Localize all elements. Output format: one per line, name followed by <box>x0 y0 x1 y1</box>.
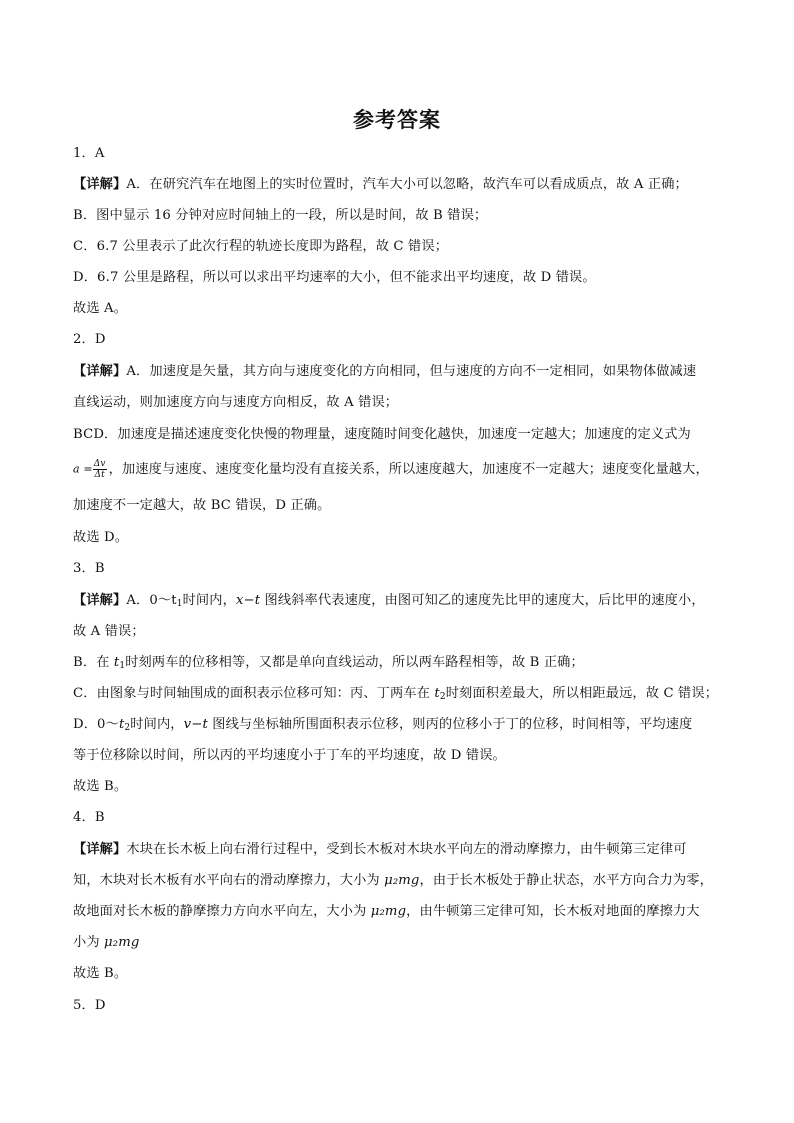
q4-text-2b: ，由于长木板处于静止状态，水平方向合力为零， <box>419 873 713 888</box>
q2-line-2: 直线运动，则加速度方向与速度方向相反，故 A 错误； <box>73 395 399 410</box>
q2-number: 2．D <box>73 332 106 347</box>
q4-line-2 <box>73 871 733 891</box>
q2-line-4 <box>73 459 733 480</box>
q3-sub-4: 2 <box>439 692 446 702</box>
q2-formula-fraction <box>93 459 107 480</box>
q1-detail-tag: 【详解】 <box>73 177 127 192</box>
q5-number: 5．D <box>73 998 106 1013</box>
q3-line-6: 等于位移除以时间，所以丙的平均速度小于丁车的平均速度，故 D 错误。 <box>73 748 506 763</box>
q3-sub-5: 2 <box>124 723 131 733</box>
q3-line-4 <box>73 684 733 704</box>
q2-formula-lhs: a = <box>73 462 93 476</box>
q3-text-4a: C．由图象与时间轴围成的面积表示位移可知：丙、丁两车在 <box>73 686 435 701</box>
q3-math-vt: v−t <box>183 717 208 732</box>
q4-number: 4．B <box>73 810 105 825</box>
q2-text-1: A．加速度是矢量，其方向与速度变化的方向相同，但与速度的方向不一定相同，如果物体做减速 <box>126 364 697 379</box>
q3-math-t1: t <box>113 655 120 670</box>
q4-line-1 <box>73 840 733 860</box>
q2-line-1 <box>73 362 733 382</box>
q2-line-3: BCD．加速度是描述速度变化快慢的物理量，速度随时间变化越快，加速度一定越大；加速度的定义式为 <box>73 427 691 442</box>
q2-formula-numerator: Δv <box>93 459 106 469</box>
q3-sub-1: 1 <box>176 599 183 609</box>
q3-math-t2b: t <box>118 717 125 732</box>
q3-line-1 <box>73 591 733 611</box>
q1-answer: 故选 A。 <box>73 301 128 316</box>
q1-text-1: A．在研究汽车在地图上的实时位置时，汽车大小可以忽略，故汽车可以看成质点，故 A 正确； <box>126 177 688 192</box>
q3-text-5c: 图线与坐标轴所围面积表示位移，则丙的位移小于丁的位移，时间相等，平均速度 <box>207 717 693 732</box>
q4-text-4a: 小为 <box>73 935 105 950</box>
q1-line-1 <box>73 175 733 195</box>
q3-line-5 <box>73 715 733 735</box>
q2-answer: 故选 D。 <box>73 530 129 545</box>
q2-line-5: 加速度不一定越大，故 BC 错误，D 正确。 <box>73 498 331 513</box>
page-title: 参考答案 <box>353 108 441 132</box>
q2-text-4: ，加速度与速度、速度变化量均没有直接关系，所以速度越大，加速度不一定越大；速度变化量越大， <box>108 462 709 477</box>
q4-math-friction-3: μ₂mg <box>104 935 140 950</box>
q1-line-2: B．图中显示 16 分钟对应时间轴上的一段，所以是时间，故 B 错误； <box>73 208 488 223</box>
q3-number: 3．B <box>73 561 105 576</box>
q3-line-2: 故 A 错误； <box>73 624 145 639</box>
q3-sub-3: 1 <box>119 661 126 671</box>
q4-text-3b: ，由牛顿第三定律可知，长木板对地面的摩擦力大 <box>406 904 700 919</box>
q3-answer: 故选 B。 <box>73 779 128 794</box>
q3-math-t2: t <box>434 686 440 701</box>
q3-detail-tag: 【详解】 <box>73 593 127 608</box>
q1-line-3: C．6.7 公里表示了此次行程的轨迹长度即为路程，故 C 错误； <box>73 239 449 254</box>
q3-text-5b: 时间内， <box>130 717 184 732</box>
q4-answer: 故选 B。 <box>73 966 128 981</box>
q3-text-3a: B．在 <box>73 655 114 670</box>
q3-line-3 <box>73 653 733 673</box>
q3-text-4b: 时刻面积差最大，所以相距最远，故 C 错误； <box>445 686 719 701</box>
q4-math-friction-1: μ₂mg <box>384 873 420 888</box>
q4-detail-tag: 【详解】 <box>73 842 127 857</box>
q4-text-1: 木块在长木板上向右滑行过程中，受到长木板对木块水平向左的滑动摩擦力，由牛顿第三定律可 <box>126 842 687 857</box>
q3-text-1a: A．0～t <box>126 593 177 608</box>
q4-line-4 <box>73 933 733 953</box>
q4-text-2a: 知，木块对长木板有水平向右的滑动摩擦力，大小为 <box>73 873 385 888</box>
q3-text-1b: 时间内， <box>182 593 236 608</box>
q2-formula-denominator: Δt <box>94 470 105 480</box>
q3-math-xt: x−t <box>235 593 261 608</box>
q4-line-3 <box>73 902 733 922</box>
q4-math-friction-2: μ₂mg <box>370 904 407 919</box>
q3-text-3b: 时刻两车的位移相等，又都是单向直线运动，所以两车路程相等，故 B 正确； <box>125 655 584 670</box>
q2-detail-tag: 【详解】 <box>73 364 127 379</box>
q1-line-4: D．6.7 公里是路程，所以可以求出平均速率的大小，但不能求出平均速度，故 D 错误。 <box>73 270 596 285</box>
q3-text-5a: D．0～ <box>73 717 119 732</box>
q1-number: 1．A <box>73 146 105 161</box>
q3-text-1c: 图线斜率代表速度，由图可知乙的速度先比甲的速度大，后比甲的速度小， <box>260 593 705 608</box>
q4-text-3a: 故地面对长木板的静摩擦力方向水平向左，大小为 <box>73 904 371 919</box>
